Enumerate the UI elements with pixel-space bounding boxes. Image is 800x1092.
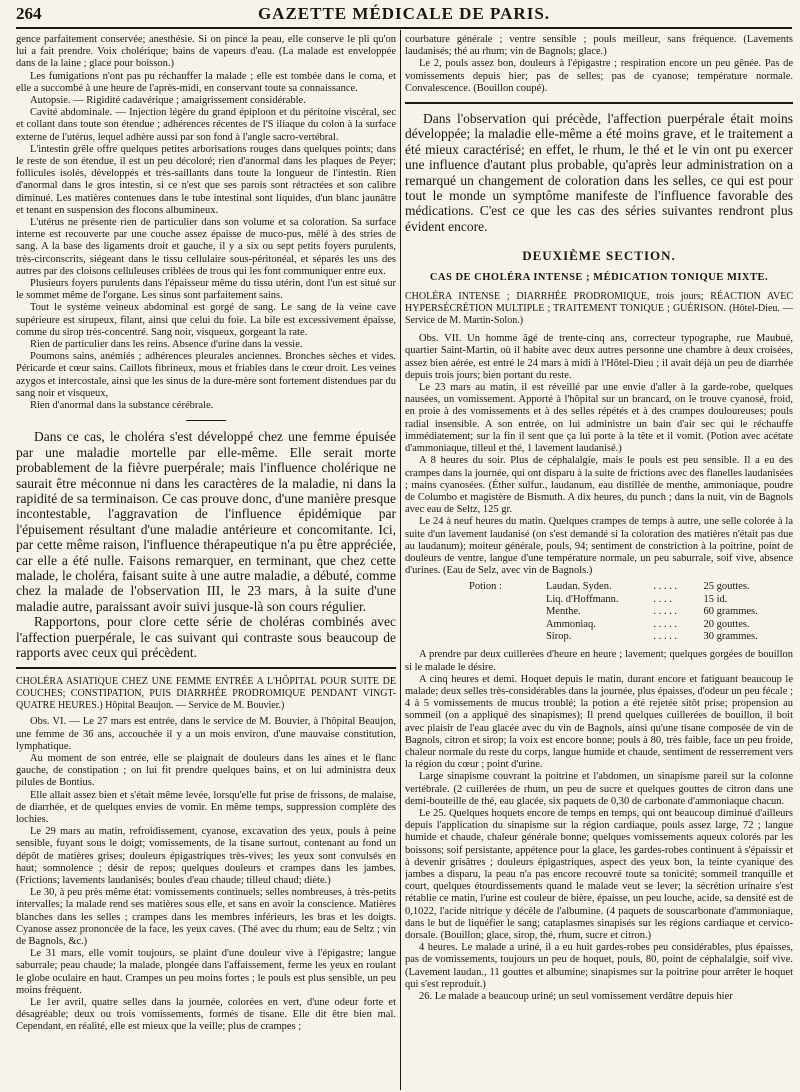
right-column (405, 34, 793, 1090)
leader-dots: . . . . . (653, 606, 677, 618)
paragraph: Tout le système veineux abdominal est gorgé de sang. Le sang de la veine cave supérieure est sirupeux, filant, ainsi que celui du foie. La bile est excessivement épaisse, comme du sirop très-concentré. Sang noir, visqueux, gorgeant la rate. (16, 302, 396, 338)
leader-dots: . . . . (653, 593, 672, 605)
prescription-row (469, 581, 793, 593)
paragraph: Le 30, à peu près même état: vomissements continuels; selles nombreuses, à très-petits intervalles; la malade rend ses matières sous elle, et sans en avoir la conscience. Matières blanches dans les selles ; crampes dans les membres inférieurs, les bras et les doigts. Cyanose assez prononcée de la face, les yeux caves. (Thé avec du rhum; eau de Seltz ; vin de Bagnols, &c.) (16, 887, 396, 948)
commentary-paragraph: Dans ce cas, le choléra s'est développé chez une femme épuisée par une maladie mortelle par elle-même. Elle serait morte probablement de la fièvre puerpérale; mais l'influence cholérique ne saurait être méconnue ni dans les caractères de la maladie, ni dans la rapidité de sa terminaison. Ce cas prouve donc, d'une manière presque incontestable, l'aggravation de l'influence épidémique par l'épuisement résultant d'une maladie antérieure et concomitante. Ici, par cette même raison, l'influence thérapeutique n'a pu être appréciée, car elle a été nulle. Faisons remarquer, en terminant, que chez cette malade, le choléra, faisant suite à une autre maladie, a débuté, comme chez la malade de l'observation III, le 23 mars, à la suite d'une maladie autre, paraissant avoir suivi jusque-là son cours régulier. (16, 429, 396, 614)
paragraph: L'utérus ne présente rien de particulier dans son volume et sa coloration. Sa surface interne est recouverte par une couche assez épaisse de muco-pus, mêlé à des stries de sang. A la base des ligaments droit et gauche, il y a six ou sept petits foyers purulents, très-circonscrits, siégeant dans le tissu cellulaire sous-péritonéal, et séparés les uns des autres par des cloisons celluleuses criblées de trous qui les font communiquer entre eux. (16, 217, 396, 277)
paragraph: Le 2, pouls assez bon, douleurs à l'épigastre ; respiration encore un peu gênée. Pas de vomissements depuis hier; pas de selles; pas de cyanose; température normale. Convalescence. (Bouillon coupé). (405, 58, 793, 94)
ingredient-quantity: 15 id. (703, 593, 728, 605)
leader-dots: . . . . . (653, 630, 677, 642)
ingredient-quantity: 20 gouttes. (703, 618, 750, 630)
prescription-table (469, 581, 793, 643)
paragraph: Poumons sains, anémiés ; adhérences pleurales anciennes. Bronches sèches et vides. Péricarde et cœur sains. Caillots fibrineux, mous et friables dans le cœur droit. Les veines azygos et intercostale, ainsi que les sinus de la dure-mère sont fortement distendues par du sang noir et visqueux, (16, 351, 396, 399)
paragraph: Obs. VI. — Le 27 mars est entrée, dans le service de M. Bouvier, à l'hôpital Beaujon, une femme de 36 ans, accouchée il y a un mois environ, d'une mauvaise constitution, lymphatique. (16, 716, 396, 752)
separator (186, 420, 226, 421)
ingredient-quantity: 30 grammes. (703, 630, 758, 642)
paragraph: L'intestin grêle offre quelques petites arborisations rouges dans quelques points; dans le reste de son étendue, il est un peu décoloré; rien d'anormal dans les plaques de Peyer; follicules isolés, développés et très-saillants dans toute la longueur de l'intestin. Rien d'anormal dans le gros intestin, si ce n'est que ses parois sont rétractées et son calibre diminué. Les matières contenues dans le tube intestinal sont liquides, d'un blanc jaunâtre et tenant en suspension des flocons albumineux. (16, 143, 396, 216)
paragraph: A 8 heures du soir. Plus de céphalalgie, mais le pouls est peu sensible. Il a eu des crampes dans la journée, qui ont disparu à la suite de frictions avec des flanelles laudanisées ; mains cyanosées. (Éther sulfur., laudanum, eau distillée de menthe, ammoniaque, poudre de Columbo et magistère de Bismuth. A dix heures, du punch ; dans la nuit, vin de Bagnols avec eau de Seltz, 125 gr. (405, 455, 793, 516)
ingredient-quantity: 25 gouttes. (703, 581, 750, 593)
ingredient-quantity: 60 grammes. (703, 606, 758, 618)
ingredient-name: Menthe. (545, 606, 581, 618)
paragraph: Le 29 mars au matin, refroidissement, cyanose, excavation des yeux, pouls à peine sensible, fuyant sous le doigt; vomissements, de la tisane surtout, contenant au fond un dépôt de matières grises; douleurs épigastriques très-vives; les yeux sont convulsés en haut; somnolence ; désir de repos; quelques douleurs et crampes dans les jambes. (Frictions; lavements laudanisés; boules d'eau chaude; tilleul chaud; diète.) (16, 826, 396, 887)
prescription-row (469, 594, 793, 606)
section-subtitle: CAS DE CHOLÉRA INTENSE ; MÉDICATION TONIQUE MIXTE. (429, 272, 769, 284)
paragraph: Le 31 mars, elle vomit toujours, se plaint d'une douleur vive à l'épigastre; langue saburrale; peau chaude; la malade, plongée dans l'affaissement, ferme les yeux en roulant le globe oculaire en haut. Crampes un peu moins fortes ; le pouls est plus sensible, un peu moins fréquent. (16, 948, 396, 996)
ingredient-name: Ammoniaq. (545, 618, 596, 630)
paragraph: Au moment de son entrée, elle se plaignait de douleurs dans les aines et le flanc gauche, de constipation ; on lui fit prendre quelques bains, et on lui administra deux pilules de Bontius. (16, 753, 396, 789)
paragraph: Large sinapisme couvrant la poitrine et l'abdomen, un sinapisme pareil sur la colonne vertébrale. (2 cuillerées de rhum, un peu de sucre et quelques gouttes de citron dans une demi-bouteille de thé, eau glacée, six paquets de 0,30 de carbonate d'ammoniaque chacun. (405, 771, 793, 807)
leader-dots: . . . . . (653, 581, 677, 593)
prescription-row (469, 631, 793, 643)
commentary-paragraph: Rapportons, pour clore cette série de choléras combinés avec l'affection puerpérale, le cas suivant qui contraste sous beaucoup de rapports avec ceux qui précèdent. (16, 614, 396, 660)
paragraph: Le 1er avril, quatre selles dans la journée, colorées en vert, d'une odeur forte et désagréable; deux ou trois vomissements, formés de tisane. Elle dit être bien mal. Cependant, en réalité, elle est mieux que la veille; plus de crampes ; (16, 997, 396, 1033)
prescription-label: Potion : (469, 581, 502, 593)
paragraph: Elle allait assez bien et s'était même levée, lorsqu'elle fut prise de frissons, de malaise, de diarrhée, et de quelques envies de vomir. En même temps, suppression complète des lochies. (16, 789, 396, 826)
paragraph: Plusieurs foyers purulents dans l'épaisseur même du tissu utérin, dont l'un est situé sur le sommet même de l'organe. Les sinus sont parfaitement sains. (16, 278, 396, 302)
prescription-row (469, 606, 793, 618)
ingredient-name: Sirop. (545, 630, 572, 642)
paragraph: 26. Le malade a beaucoup uriné; un seul vomissement verdâtre depuis hier (419, 991, 733, 1003)
section-title: DEUXIÈME SECTION. (522, 248, 676, 264)
paragraph: Les fumigations n'ont pas pu réchauffer la malade ; elle est tombée dans le coma, et elle a succombé à une heure de l'après-midi, en conservant toute sa connaissance. (16, 70, 396, 94)
prescription-row (469, 619, 793, 631)
paragraph: Obs. VII. Un homme âgé de trente-cinq ans, correcteur typographe, rue Maubué, quartier Saint-Martin, où il habite avec deux autres personne une chambre à deux croisées, assez bien aérée, est entré le 24 mars à midi à l'Hôtel-Dieu ; il avait déjà un peu de diarrhée depuis trois jours; bien portant du reste. (405, 333, 793, 381)
leader-dots: . . . . . (653, 618, 677, 630)
paragraph: Autopsie. — Rigidité cadavérique ; amaigrissement considérable. (30, 95, 306, 107)
paragraph: Rien d'anormal dans la substance cérébrale. (30, 400, 214, 412)
paragraph: Le 23 mars au matin, il est réveillé par une envie d'aller à la garde-robe, quelques nausées, un vomissement. Apporté à l'hôpital sur un brancard, on le trouve cyanosé, froid, en proie à des vomissements et à des selles répétés et à des crampes douloureuses; pouls radial insensible. A son entrée, on lui administre un bain d'air sec qui le réchauffe immédiatement; sur la fin il sent que ça lui porte à la tête et il vomit. (Potion avec acétate d'ammoniaque, tilleul et thé, 1 lavement laudanisé.) (405, 382, 793, 455)
header-rule (16, 27, 792, 29)
paragraph: Rien de particulier dans les reins. Absence d'urine dans la vessie. (30, 339, 303, 351)
paragraph: courbature générale ; ventre sensible ; pouls meilleur, sans fréquence. (Lavements laudanisés; thé au rhum; vin de Bagnols; glace.) (405, 34, 793, 58)
paragraph: Cavité abdominale. — Injection légère du grand épiploon et du péritoine viscéral, sec et collant dans toute son étendue ; adhérences récentes de l'S iliaque du colon à la surface externe de l'utérus, lequel adhère aussi par son fond à l'angle sacro-vertébral. (16, 107, 396, 143)
ingredient-name: Liq. d'Hoffmann. (545, 593, 619, 605)
journal-title: GAZETTE MÉDICALE DE PARIS. (257, 4, 551, 23)
paragraph: Le 24 à neuf heures du matin. Quelques crampes de temps à autre, une selle colorée à la suite d'un lavement laudanisé (on s'est demandé si la coloration des matières n'était pas due au laudanum); moiteur générale, pouls, 94; sentiment de constriction à la poitrine, point de douleurs de ventre, langue d'une température normale, un peu saburrale, soif vive, absence d'urines. (Eau de Selz, avec vin de Bagnols.) (405, 516, 793, 577)
separator (405, 102, 793, 104)
commentary-paragraph: Dans l'observation qui précède, l'affection puerpérale était moins développée; la maladie elle-même a été moins grave, et le traitement a été mieux caractérisé; en effet, le rhum, le thé et le vin ont pu exercer une influence d'autant plus probable, qu'après leur administration on a remarqué un changement de coloration dans les selles, ce qui est pour tout le monde un symptôme manifeste de l'influence favorable des médications. C'est ce que les cas des séries suivantes rendront plus évident encore. (405, 111, 793, 234)
paragraph: 4 heures. Le malade a uriné, il a eu huit gardes-robes peu considérables, plus épaisses, pas de vomissements, toujours un peu de hoquet, pouls, 80, point de céphalalgie, soif vive. (Lavement laudan., 11 gouttes et albumine; sinapismes sur la poitrine pour arrêter le hoquet qui s'est reproduit.) (405, 942, 793, 990)
case-heading: CHOLÉRA ASIATIQUE CHEZ UNE FEMME ENTRÉE A L'HÔPITAL POUR SUITE DE COUCHES; CONSTIPATION, PUIS DIARRHÉE PRODROMIQUE PENDANT VINGT-QUATRE HEURES.) Hôpital Beaujon. — Service de M. Bouvier.) (16, 676, 396, 712)
paragraph: A cinq heures et demi. Hoquet depuis le matin, durant encore et fatiguant beaucoup le malade; deux selles très-considérables dans la journée, plus épaisses, d'odeur un peu fécale ; 4 à 5 vomissements de mucus troublé; la potion a été rejetée sitôt prise; propension au sommeil (on a appliqué des sinapismes); Il prend quelques cuillerées de bouillon, il boit avec plaisir de l'eau glacée avec du vin de Bagnols, ainsi qu'une tisane composée de vin de Bagnols, citron et sirop; la voix est encore bonne; pouls à 80, très faible, face un peu froide, chaleur normale du reste du corps, langue humide et chaude, sentiment de resserrement vers la région du cœur ; point d'urine. (405, 673, 793, 771)
ingredient-name: Laudan. Syden. (545, 581, 612, 593)
paragraph: A prendre par deux cuillerées d'heure en heure ; lavement; quelques gorgées de bouillon si le malade le désire. (405, 649, 793, 673)
paragraph: gence parfaitement conservée; anesthésie. Si on pince la peau, elle conserve le pli qu'on lui a fait prendre. Voix cholérique; bains de vapeurs d'eau. (La malade est enveloppée dans de la laine ; glace pour boisson.) (16, 34, 396, 70)
column-rule (400, 30, 401, 1090)
case-heading: CHOLÉRA INTENSE ; DIARRHÉE PRODROMIQUE, trois jours; RÉACTION AVEC HYPERSÉCRÉTION MULTIPLE ; TRAITEMENT TONIQUE ; GUÉRISON. (Hôtel-Dieu. — Service de M. Martin-Solon.) (405, 291, 793, 327)
left-column (16, 34, 396, 1090)
paragraph: Le 25. Quelques hoquets encore de temps en temps, qui ont beaucoup diminué d'ailleurs depuis l'application du sinapisme sur la région cardiaque, pouls assez large, 72 ; langue humide et chaude, chaleur générale bonne; quelques vomissements aqueux colorés par les boissons; soif persistante, appétence pour la glace, les gardes-robes continuent à s'épaissir et à devenir grisâtres ; douleurs épigastriques, aspect des yeux bon, la teinte cyanique des jambes a disparu, la peau n'a pas encore recouvré toute sa tonicité; sommeil tranquille et court, quelques étourdissements quand le malade veut se lever; la sécrétion urinaire s'est rétablie ce matin, l'urine est couleur de bière, épaisse, un peu louche, acide, sa densité est de 0,1022, l'acide nitrique y décèle de l'albumine. (4 paquets de souscarbonate d'ammoniaque, dans le but de liquéfier le sang; cataplasmes sinapisés sur les régions cardiaque et cervico-dorsale. (Bouillon; glace, sirop, thé, rhum, sucre et citron.) (405, 808, 793, 942)
page-number: 264 (16, 4, 42, 23)
separator (16, 667, 396, 669)
